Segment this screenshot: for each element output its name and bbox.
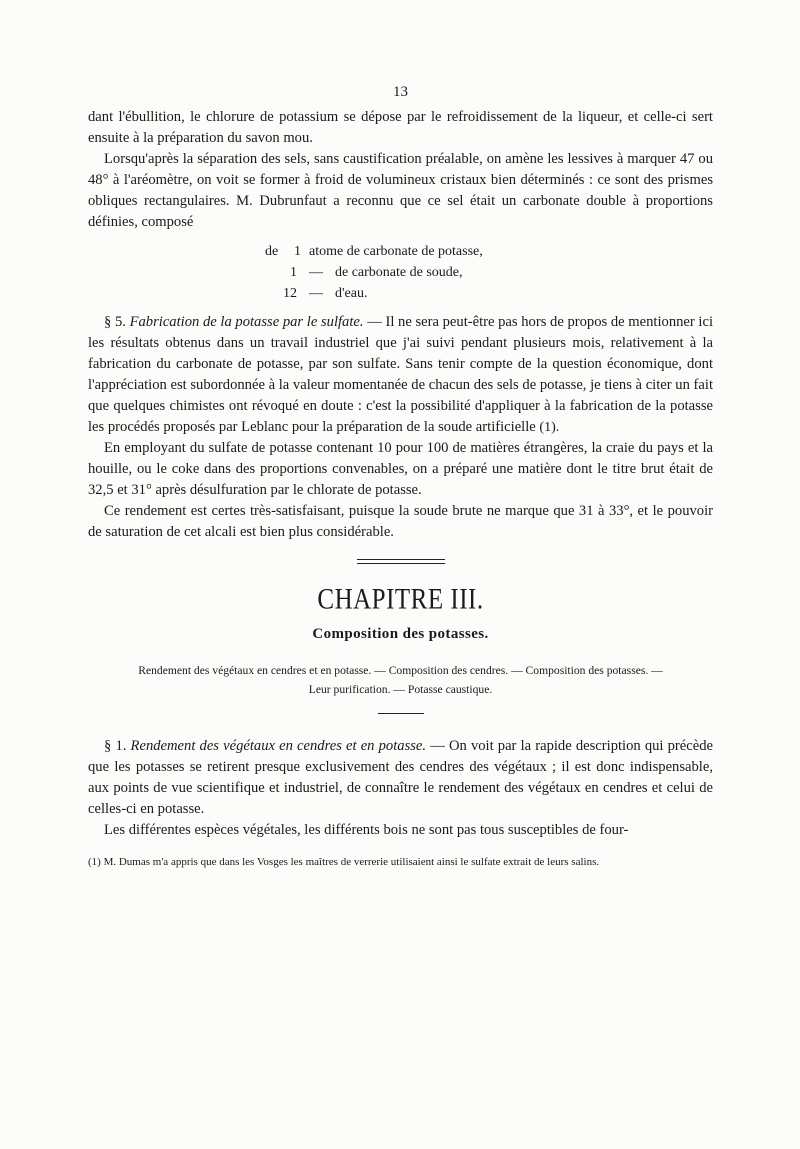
paragraph-1: dant l'ébullition, le chlorure de potassium se dépose par le refroidissement de la liqueur, et celle-ci sert ensuite à la préparation du savon mou. <box>88 109 713 146</box>
composition-prefix: de <box>265 244 279 259</box>
chapter-summary-line: Rendement des végétaux en cendres et en potasse. — Composition des cendres. — Composition des potasses. — <box>138 664 663 677</box>
paragraph-5: Les différentes espèces végétales, les différents bois ne sont pas tous susceptibles de four- <box>104 822 629 838</box>
chapter-subtitle: Composition des potasses. <box>312 626 489 642</box>
composition-row <box>265 283 525 304</box>
chapter-title: CHAPITRE III. <box>317 583 484 616</box>
short-rule-divider <box>378 713 424 714</box>
chapter-summary <box>88 661 713 699</box>
section-title: Rendement des végétaux en cendres et en potasse. <box>130 738 427 754</box>
composition-dash: — <box>309 265 323 280</box>
section-number: § 5. <box>104 314 126 330</box>
composition-row <box>265 262 525 283</box>
composition-list <box>265 241 525 304</box>
composition-text: de carbonate de soude, <box>335 265 463 280</box>
composition-row <box>265 241 525 262</box>
composition-text: d'eau. <box>335 286 368 301</box>
section-title: Fabrication de la potasse par le sulfate. <box>129 314 364 330</box>
composition-count: 12 <box>283 286 297 301</box>
section-text: — Il ne sera peut-être pas hors de propos de mentionner ici les résultats obtenus dans un travail industriel que j'ai suivi pendant plusieurs mois, relativement à la fabrication du carbonate de potasse, par son sulfate. Sans tenir compte de la question économique, dont l'appréciation est subordonnée à la valeur momentanée de chacun des sels de potasse, je tiens à citer un fait que quelques chimistes ont révoqué en doute : c'est la possibilité d'appliquer à la fabrication de la potasse les procédés proposés par Leblanc pour la préparation de la soude artificielle <box>88 314 713 435</box>
double-rule-divider <box>357 559 445 564</box>
composition-dash: — <box>309 286 323 301</box>
composition-count: 1 <box>294 244 301 259</box>
section-1-paragraph <box>88 736 713 820</box>
section-text: — On voit par la rapide description qui précède que les potasses se retirent presque exclusivement des cendres des végétaux ; il est donc indispensable, aux points de vue scientifique et industriel, de connaître le rendement des végétaux en cendres et celui de celles-ci en potasse. <box>88 738 713 817</box>
composition-prefix <box>265 262 285 283</box>
composition-count: 1 <box>290 265 297 280</box>
composition-text: atome de carbonate de potasse, <box>309 244 483 259</box>
paragraph-4: Ce rendement est certes très-satisfaisant, puisque la soude brute ne marque que 31 à 33°, et le pouvoir de saturation de cet alcali est bien plus considérable. <box>88 503 713 540</box>
footnote: (1) M. Dumas m'a appris que dans les Vosges les maîtres de verrerie utilisaient ainsi le sulfate extrait de leurs salins. <box>88 856 600 868</box>
paragraph-3: En employant du sulfate de potasse contenant 10 pour 100 de matières étrangères, la craie du pays et la houille, ou le coke dans des proportions convenables, on a préparé une matière dont le titre brut était de 32,5 et 31° après désulfuration par le chlorate de potasse. <box>88 440 713 498</box>
composition-dash <box>301 241 309 262</box>
section-number: § 1. <box>104 738 127 754</box>
footnote-reference: (1). <box>539 420 560 435</box>
composition-prefix <box>265 283 279 304</box>
paragraph-2: Lorsqu'après la séparation des sels, sans caustification préalable, on amène les lessives à marquer 47 ou 48° à l'aréomètre, on voit se former à froid de volumineux cristaux bien déterminés : ce sont des prismes obliques rectangulaires. M. Dubrunfaut a reconnu que ce sel était un carbonate double à proportions définies, composé <box>88 151 713 230</box>
section-5-paragraph <box>88 312 713 438</box>
document-page <box>88 84 713 871</box>
chapter-summary-line: Leur purification. — Potasse caustique. <box>308 683 493 696</box>
page-number: 13 <box>393 84 408 100</box>
